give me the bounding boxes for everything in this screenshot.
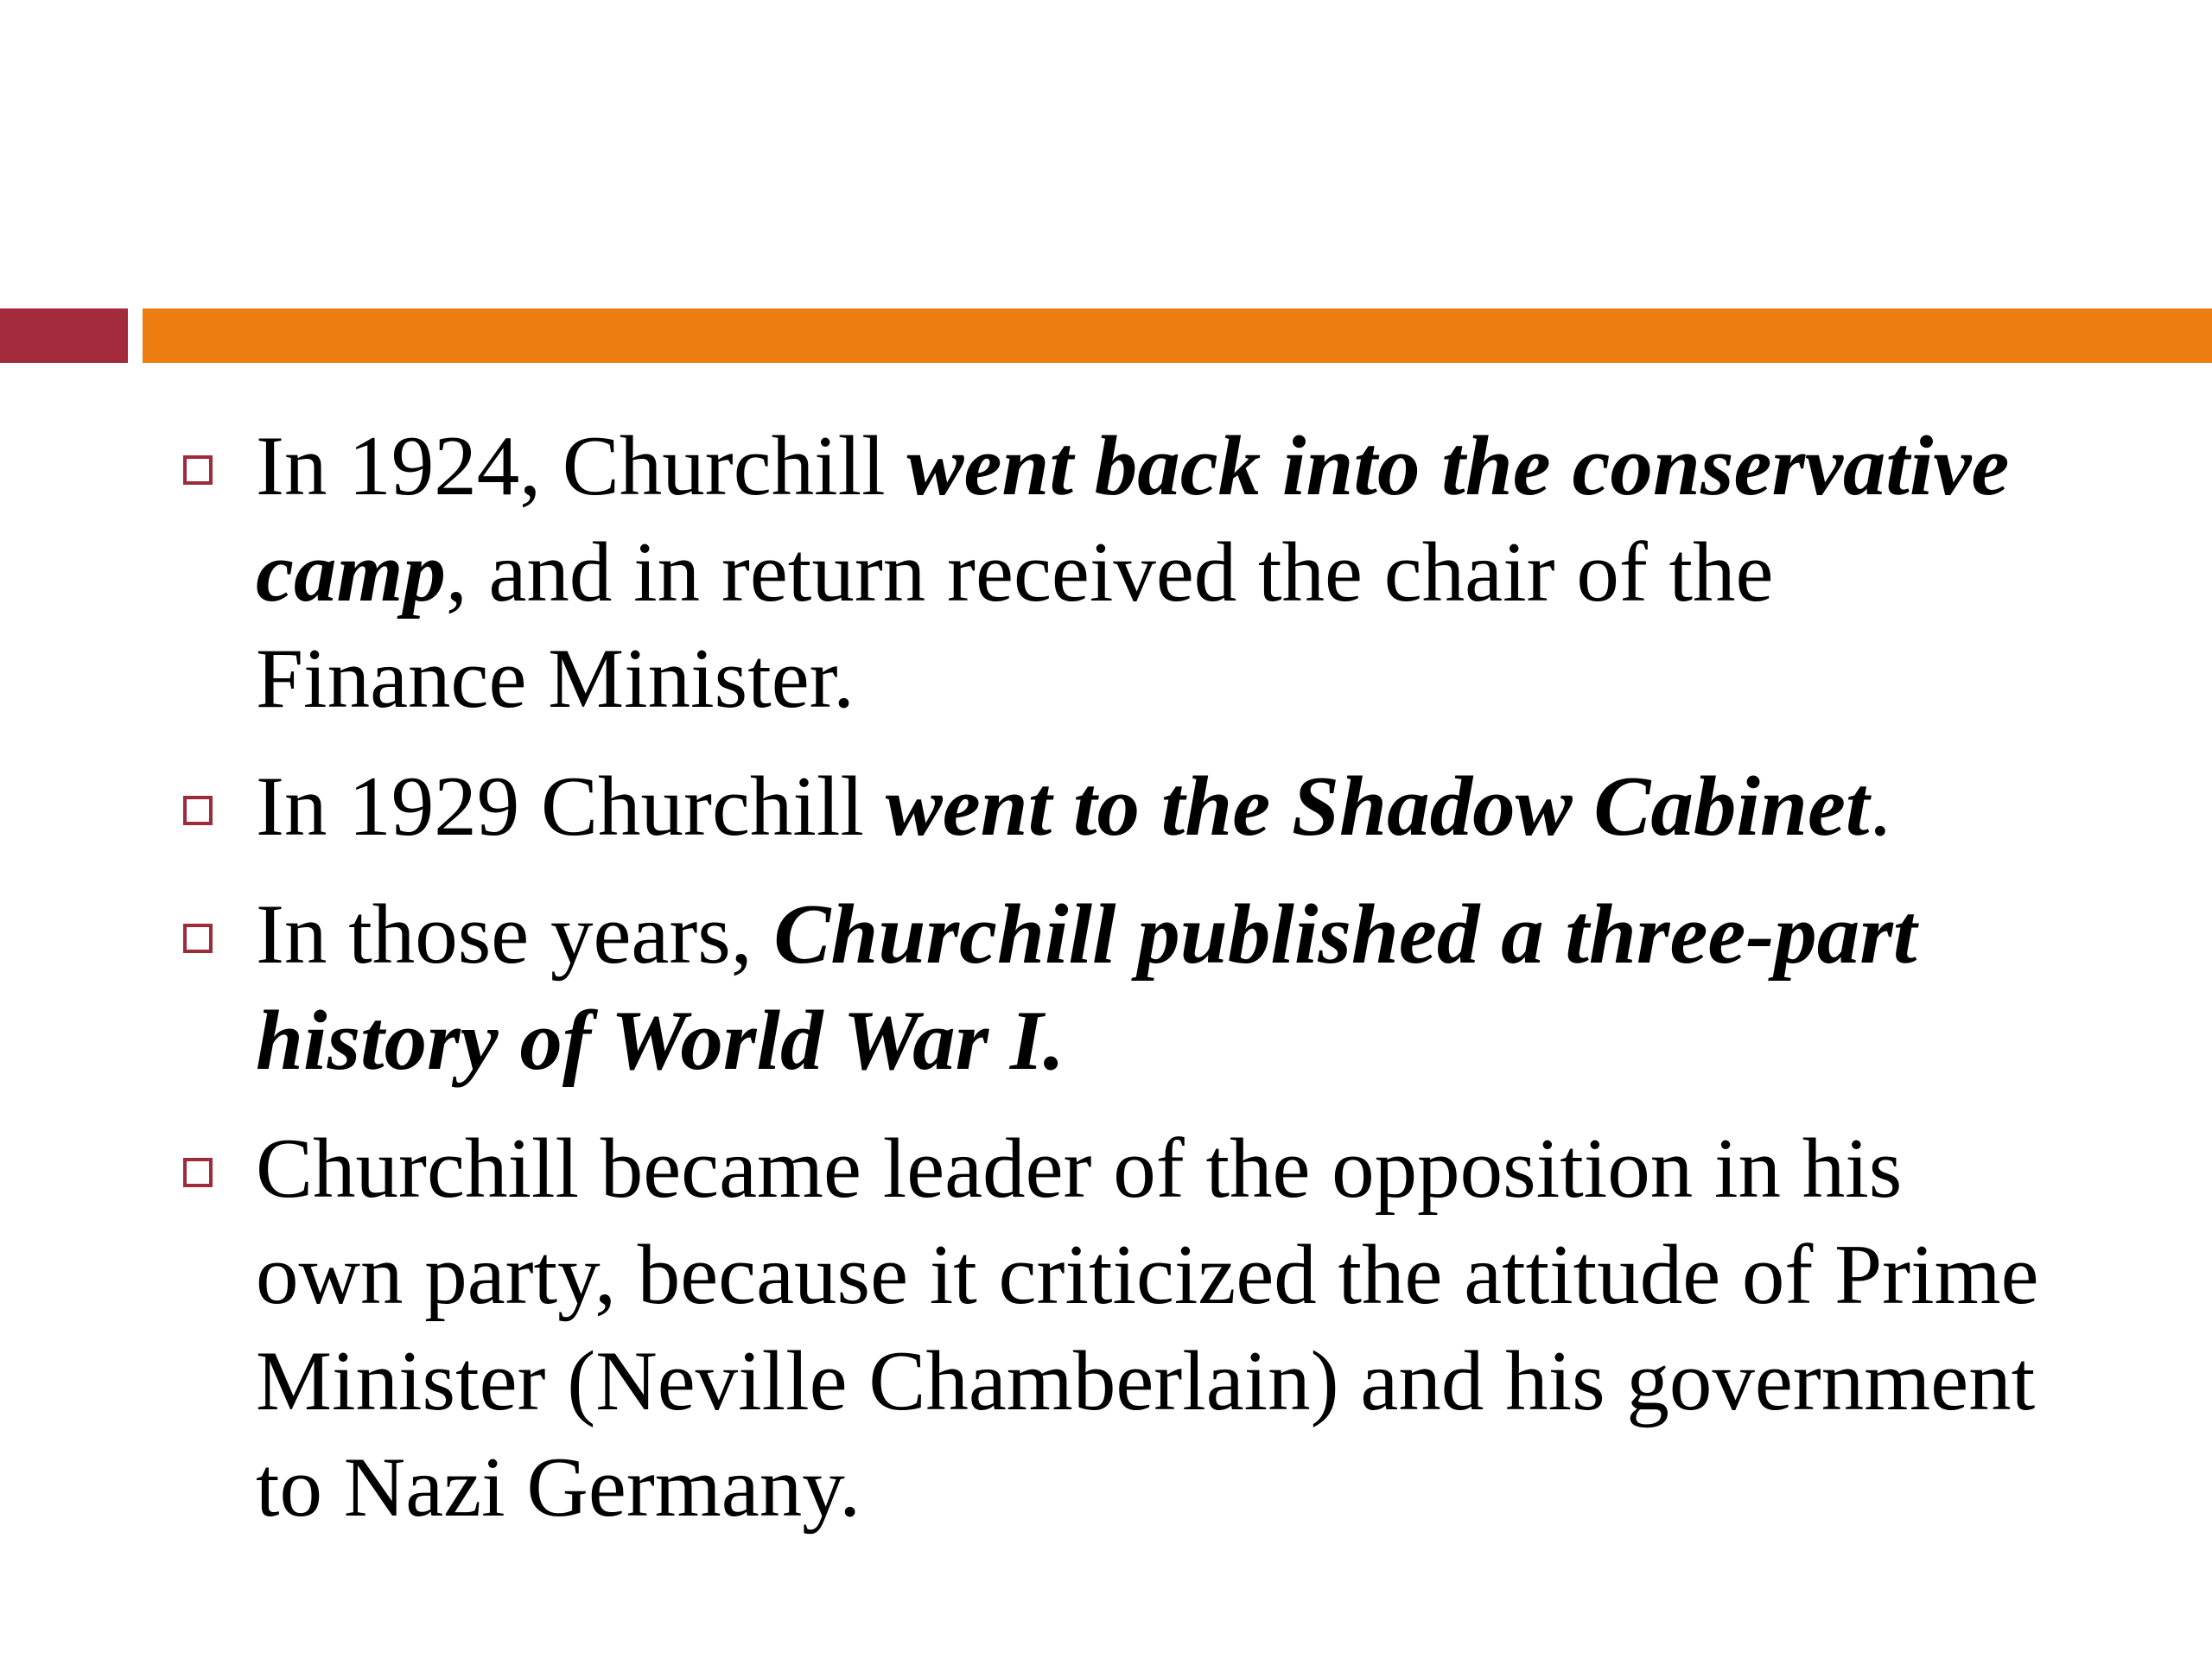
bullet-item [180,1116,2063,1541]
bullet-text [256,419,2009,726]
bullet-text-segment: In 1924, Churchill [256,419,907,513]
bullet-text-emphasis: went back into the conservative camp [256,419,2010,620]
bullet-item [180,413,2063,732]
bullet-item [180,881,2063,1094]
bullet-item [180,753,2063,860]
bullet-list [180,413,2063,1562]
hollow-square-bullet-icon [183,796,213,825]
hollow-square-bullet-icon [183,1158,213,1187]
bullet-text-emphasis: went to the Shadow Cabinet [885,760,1870,854]
bullet-text-segment: In those years, [256,887,774,982]
hollow-square-bullet-icon [183,924,213,953]
bullet-text-segment: . [1869,760,1891,854]
bullet-text-emphasis: Churchill published a three-part history of World War I. [256,887,1917,1088]
hollow-square-bullet-icon [183,455,213,485]
bullet-text-segment: In 1929 Churchill [256,760,886,854]
bullet-text [256,1122,2039,1535]
bullet-text-segment: , and in return received the chair of the Finance Minister. [256,525,1774,726]
bullet-text [256,887,1916,1088]
bullet-text [256,760,1891,854]
bullet-text-segment: Churchill became leader of the opposition in his own party, because it criticized the attitude of Prime Minister (Neville Chamberlain) and his government to Nazi Germany. [256,1122,2039,1535]
accent-block-left [0,308,128,363]
accent-bar [143,308,2212,363]
